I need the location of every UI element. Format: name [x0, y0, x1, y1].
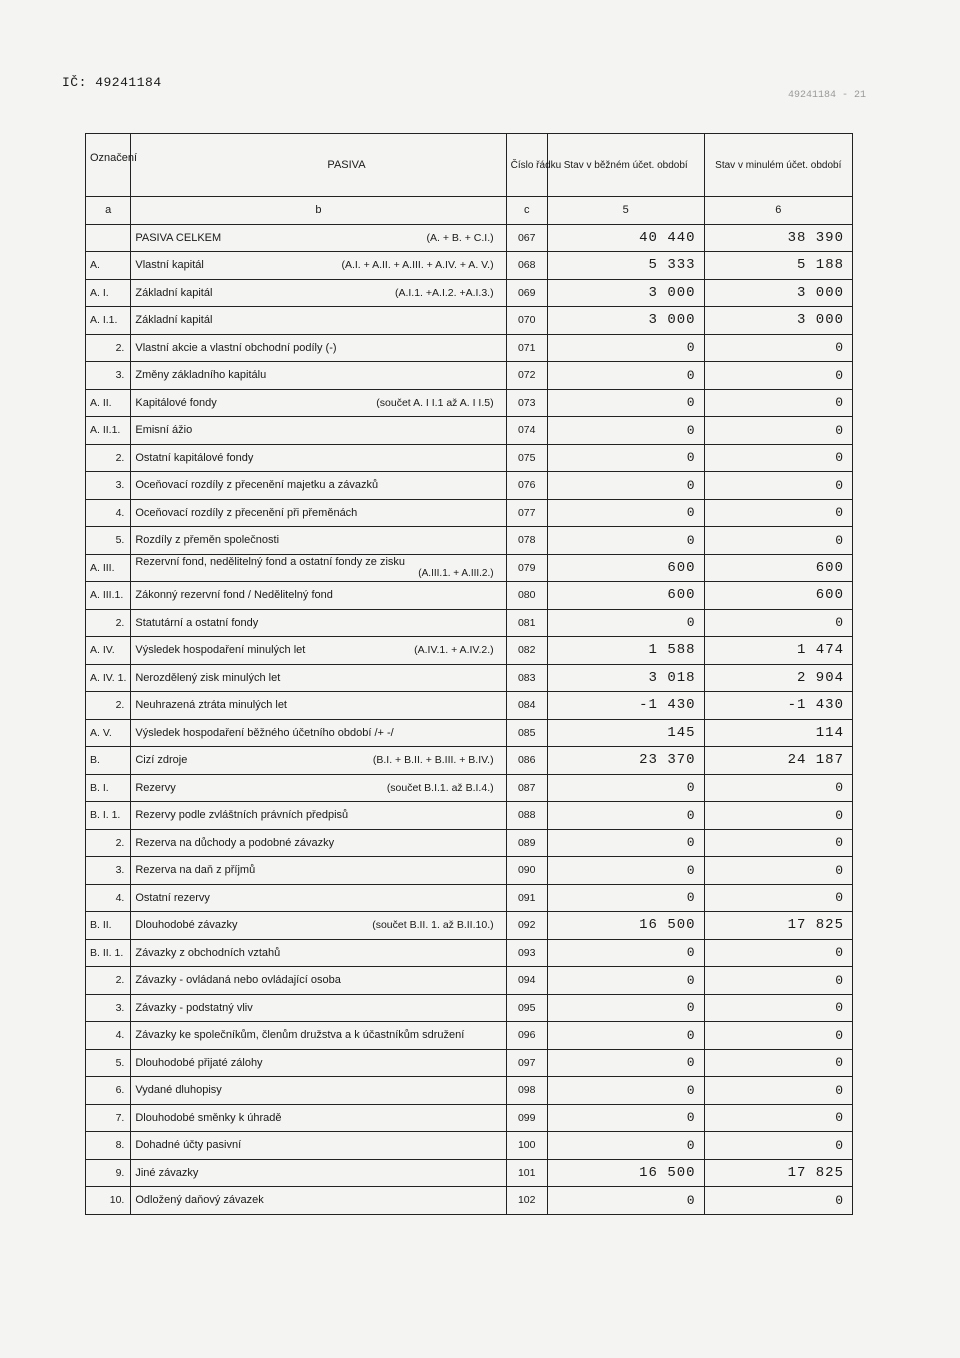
row-code: 6.	[86, 1077, 131, 1105]
row-code: A. I.	[86, 279, 131, 307]
row-code: 8.	[86, 1132, 131, 1160]
current-period-value: 16 500	[547, 912, 704, 940]
row-name: Rezervy	[135, 781, 176, 794]
row-number: 094	[506, 967, 547, 995]
row-code: 7.	[86, 1104, 131, 1132]
previous-period-value: 0	[704, 499, 852, 527]
row-code: 4.	[86, 499, 131, 527]
row-formula: (B.I. + B.II. + B.III. + B.IV.)	[372, 754, 494, 767]
previous-period-value: 0	[704, 417, 852, 445]
row-name-cell	[131, 884, 506, 912]
row-number: 096	[506, 1022, 547, 1050]
row-number: 083	[506, 664, 547, 692]
current-period-value: 0	[547, 334, 704, 362]
current-period-value: 0	[547, 857, 704, 885]
row-code: A. III.1.	[86, 582, 131, 610]
table-row	[86, 417, 853, 445]
row-number: 071	[506, 334, 547, 362]
row-name-cell	[131, 554, 506, 582]
row-code: A. IV.	[86, 637, 131, 665]
row-name: Emisní ážio	[135, 424, 193, 437]
row-code: B.	[86, 747, 131, 775]
row-number: 067	[506, 224, 547, 252]
row-name-cell	[131, 939, 506, 967]
row-name: Výsledek hospodaření minulých let	[135, 644, 306, 657]
current-period-value: 3 000	[547, 307, 704, 335]
row-number: 076	[506, 472, 547, 500]
row-name: Závazky ke společníkům, členům družstva a k účastníkům sdružení	[135, 1029, 465, 1042]
table-row	[86, 472, 853, 500]
row-number: 072	[506, 362, 547, 390]
row-number: 099	[506, 1104, 547, 1132]
row-code: 4.	[86, 884, 131, 912]
row-name: Zákonný rezervní fond / Nedělitelný fond	[135, 589, 333, 602]
row-name: Dlouhodobé přijaté zálohy	[135, 1056, 263, 1069]
row-name-cell	[131, 252, 506, 280]
previous-period-value: 0	[704, 967, 852, 995]
previous-period-value: 0	[704, 1132, 852, 1160]
current-period-value: 23 370	[547, 747, 704, 775]
current-period-value: 0	[547, 829, 704, 857]
row-code: 2.	[86, 692, 131, 720]
header-liabilities: PASIVA	[131, 134, 506, 197]
row-name: Oceňovací rozdíly z přecenění při přeměnách	[135, 506, 358, 519]
row-number: 093	[506, 939, 547, 967]
row-name: Závazky z obchodních vztahů	[135, 946, 281, 959]
row-name: Vydané dluhopisy	[135, 1084, 222, 1097]
current-period-value: 3 018	[547, 664, 704, 692]
current-period-value: 0	[547, 472, 704, 500]
row-name-cell	[131, 389, 506, 417]
previous-period-value: 0	[704, 1022, 852, 1050]
table-row	[86, 609, 853, 637]
row-name-cell	[131, 609, 506, 637]
previous-period-value: 0	[704, 884, 852, 912]
table-row	[86, 1159, 853, 1187]
row-formula: (součet B.II. 1. až B.II.10.)	[372, 919, 494, 932]
table-header-row	[86, 134, 853, 197]
current-period-value: 1 588	[547, 637, 704, 665]
previous-period-value: 0	[704, 1187, 852, 1215]
row-name: Základní kapitál	[135, 286, 213, 299]
row-number: 079	[506, 554, 547, 582]
table-row	[86, 582, 853, 610]
previous-period-value: 5 188	[704, 252, 852, 280]
row-code: 5.	[86, 1049, 131, 1077]
current-period-value: 0	[547, 1104, 704, 1132]
row-number: 074	[506, 417, 547, 445]
row-code: B. I. 1.	[86, 802, 131, 830]
current-period-value: -1 430	[547, 692, 704, 720]
row-name: Oceňovací rozdíly z přecenění majetku a závazků	[135, 479, 379, 492]
subheader-6: 6	[704, 197, 852, 225]
row-name: Dlouhodobé závazky	[135, 919, 238, 932]
previous-period-value: 2 904	[704, 664, 852, 692]
table-row	[86, 1132, 853, 1160]
previous-period-value: 1 474	[704, 637, 852, 665]
row-number: 077	[506, 499, 547, 527]
row-number: 085	[506, 719, 547, 747]
previous-period-value: 0	[704, 857, 852, 885]
row-formula: (součet B.I.1. až B.I.4.)	[386, 781, 494, 794]
row-number: 092	[506, 912, 547, 940]
row-name: Odložený daňový závazek	[135, 1194, 264, 1207]
row-code: A. V.	[86, 719, 131, 747]
table-row	[86, 499, 853, 527]
row-name: Ostatní rezervy	[135, 891, 210, 904]
current-period-value: 0	[547, 417, 704, 445]
row-number: 088	[506, 802, 547, 830]
previous-period-value: 0	[704, 1104, 852, 1132]
previous-period-value: 17 825	[704, 1159, 852, 1187]
row-code: 2.	[86, 609, 131, 637]
current-period-value: 0	[547, 527, 704, 555]
row-name-cell	[131, 582, 506, 610]
row-code: B. II. 1.	[86, 939, 131, 967]
row-number: 073	[506, 389, 547, 417]
row-name: PASIVA CELKEM	[135, 231, 222, 244]
row-code: 2.	[86, 967, 131, 995]
row-name-cell	[131, 637, 506, 665]
previous-period-value: 0	[704, 444, 852, 472]
row-code: 9.	[86, 1159, 131, 1187]
row-number: 084	[506, 692, 547, 720]
row-name-cell	[131, 1022, 506, 1050]
page-corner-id: 49241184 - 21	[788, 90, 867, 101]
row-formula: (A. + B. + C.I.)	[426, 231, 494, 244]
row-number: 101	[506, 1159, 547, 1187]
row-name: Dlouhodobé směnky k úhradě	[135, 1111, 282, 1124]
row-name: Rozdíly z přeměn společnosti	[135, 534, 280, 547]
current-period-value: 0	[547, 389, 704, 417]
row-name-cell	[131, 774, 506, 802]
row-code: 4.	[86, 1022, 131, 1050]
row-code	[86, 224, 131, 252]
row-number: 095	[506, 994, 547, 1022]
table-row	[86, 939, 853, 967]
previous-period-value: 600	[704, 554, 852, 582]
table-row	[86, 1049, 853, 1077]
table-row	[86, 692, 853, 720]
table-row	[86, 829, 853, 857]
table-row	[86, 802, 853, 830]
previous-period-value: -1 430	[704, 692, 852, 720]
row-code: 5.	[86, 527, 131, 555]
previous-period-value: 17 825	[704, 912, 852, 940]
current-period-value: 0	[547, 1187, 704, 1215]
table-row	[86, 1104, 853, 1132]
previous-period-value: 114	[704, 719, 852, 747]
header-current-period: Stav v běžném účet. období	[547, 134, 704, 197]
row-name-cell	[131, 1104, 506, 1132]
previous-period-value: 0	[704, 1077, 852, 1105]
row-name-cell	[131, 857, 506, 885]
row-number: 070	[506, 307, 547, 335]
table-row	[86, 389, 853, 417]
current-period-value: 0	[547, 499, 704, 527]
current-period-value: 0	[547, 1077, 704, 1105]
previous-period-value: 3 000	[704, 307, 852, 335]
subheader-c: c	[506, 197, 547, 225]
row-name-cell	[131, 499, 506, 527]
current-period-value: 0	[547, 444, 704, 472]
table-row	[86, 554, 853, 582]
row-name-cell	[131, 829, 506, 857]
row-name: Rezerva na důchody a podobné závazky	[135, 836, 335, 849]
current-period-value: 145	[547, 719, 704, 747]
row-name-cell	[131, 967, 506, 995]
previous-period-value: 38 390	[704, 224, 852, 252]
row-name-cell	[131, 1049, 506, 1077]
row-name-cell	[131, 307, 506, 335]
current-period-value: 3 000	[547, 279, 704, 307]
row-name-cell	[131, 994, 506, 1022]
row-name-cell	[131, 444, 506, 472]
previous-period-value: 0	[704, 829, 852, 857]
row-formula: (A.I. + A.II. + A.III. + A.IV. + A. V.)	[341, 259, 494, 272]
previous-period-value: 0	[704, 389, 852, 417]
row-code: A.	[86, 252, 131, 280]
row-number: 080	[506, 582, 547, 610]
row-code: 3.	[86, 857, 131, 885]
row-number: 100	[506, 1132, 547, 1160]
table-row	[86, 967, 853, 995]
row-number: 069	[506, 279, 547, 307]
previous-period-value: 0	[704, 802, 852, 830]
current-period-value: 0	[547, 774, 704, 802]
row-formula: (A.I.1. +A.I.2. +A.I.3.)	[394, 286, 494, 299]
table-row	[86, 224, 853, 252]
table-row	[86, 1022, 853, 1050]
row-name-cell	[131, 334, 506, 362]
table-row	[86, 747, 853, 775]
row-code: A. III.	[86, 554, 131, 582]
current-period-value: 40 440	[547, 224, 704, 252]
table-row	[86, 637, 853, 665]
row-name-cell	[131, 1077, 506, 1105]
table-subheader-row	[86, 197, 853, 225]
table-row	[86, 334, 853, 362]
row-name-cell	[131, 912, 506, 940]
row-code: B. II.	[86, 912, 131, 940]
row-name-cell	[131, 472, 506, 500]
current-period-value: 0	[547, 362, 704, 390]
table-row	[86, 1187, 853, 1215]
row-name: Kapitálové fondy	[135, 396, 217, 409]
row-number: 078	[506, 527, 547, 555]
current-period-value: 600	[547, 554, 704, 582]
subheader-a: a	[86, 197, 131, 225]
table-row	[86, 664, 853, 692]
row-number: 075	[506, 444, 547, 472]
row-name-cell	[131, 1187, 506, 1215]
row-code: A. IV. 1.	[86, 664, 131, 692]
previous-period-value: 0	[704, 609, 852, 637]
row-name-cell	[131, 1159, 506, 1187]
row-name: Závazky - ovládaná nebo ovládající osoba	[135, 974, 341, 987]
row-code: 2.	[86, 829, 131, 857]
row-name-cell	[131, 1132, 506, 1160]
current-period-value: 0	[547, 609, 704, 637]
current-period-value: 16 500	[547, 1159, 704, 1187]
row-name: Výsledek hospodaření běžného účetního období /+ -/	[135, 726, 394, 739]
current-period-value: 0	[547, 1049, 704, 1077]
subheader-5: 5	[547, 197, 704, 225]
current-period-value: 0	[547, 967, 704, 995]
row-formula: (součet A. I I.1 až A. I I.5)	[376, 396, 494, 409]
table-row	[86, 912, 853, 940]
row-number: 090	[506, 857, 547, 885]
row-code: 3.	[86, 994, 131, 1022]
row-name-cell	[131, 664, 506, 692]
row-name-cell	[131, 417, 506, 445]
row-number: 087	[506, 774, 547, 802]
row-number: 089	[506, 829, 547, 857]
row-number: 086	[506, 747, 547, 775]
row-name-cell	[131, 279, 506, 307]
row-number: 091	[506, 884, 547, 912]
row-code: 2.	[86, 444, 131, 472]
row-name: Rezervní fond, nedělitelný fond a ostatní fondy ze zisku	[135, 555, 406, 568]
row-name: Vlastní kapitál	[135, 259, 204, 272]
row-name-cell	[131, 719, 506, 747]
current-period-value: 0	[547, 939, 704, 967]
row-name: Změny základního kapitálu	[135, 369, 267, 382]
row-name-cell	[131, 224, 506, 252]
row-name: Dohadné účty pasivní	[135, 1139, 242, 1152]
current-period-value: 0	[547, 1132, 704, 1160]
previous-period-value: 0	[704, 527, 852, 555]
table-row	[86, 1077, 853, 1105]
previous-period-value: 0	[704, 334, 852, 362]
table-row	[86, 994, 853, 1022]
previous-period-value: 3 000	[704, 279, 852, 307]
row-name: Základní kapitál	[135, 314, 213, 327]
row-name: Rezervy podle zvláštních právních předpisů	[135, 809, 349, 822]
table-row	[86, 527, 853, 555]
row-code: 2.	[86, 334, 131, 362]
header-previous-period: Stav v minulém účet. období	[704, 134, 852, 197]
row-name-cell	[131, 362, 506, 390]
row-formula: (A.IV.1. + A.IV.2.)	[414, 644, 494, 657]
table-row	[86, 252, 853, 280]
previous-period-value: 0	[704, 362, 852, 390]
row-name: Ostatní kapitálové fondy	[135, 451, 254, 464]
previous-period-value: 0	[704, 774, 852, 802]
current-period-value: 0	[547, 1022, 704, 1050]
row-code: 3.	[86, 472, 131, 500]
row-name: Neuhrazená ztráta minulých let	[135, 699, 287, 712]
current-period-value: 0	[547, 884, 704, 912]
previous-period-value: 0	[704, 994, 852, 1022]
row-code: 3.	[86, 362, 131, 390]
row-name-cell	[131, 802, 506, 830]
row-name-cell	[131, 747, 506, 775]
current-period-value: 0	[547, 802, 704, 830]
row-number: 098	[506, 1077, 547, 1105]
row-name: Jiné závazky	[135, 1166, 199, 1179]
row-code: A. II.	[86, 389, 131, 417]
table-row	[86, 719, 853, 747]
table-row	[86, 362, 853, 390]
table-row	[86, 279, 853, 307]
row-code: A. I.1.	[86, 307, 131, 335]
row-code: B. I.	[86, 774, 131, 802]
header-row-number: Číslo řádku	[506, 134, 547, 197]
row-name: Nerozdělený zisk minulých let	[135, 671, 281, 684]
balance-sheet-liabilities-table	[85, 133, 853, 1215]
row-name-cell	[131, 692, 506, 720]
row-name: Rezerva na daň z příjmů	[135, 864, 256, 877]
row-name: Statutární a ostatní fondy	[135, 616, 259, 629]
table-row	[86, 884, 853, 912]
row-number: 102	[506, 1187, 547, 1215]
previous-period-value: 24 187	[704, 747, 852, 775]
table-row	[86, 774, 853, 802]
row-number: 082	[506, 637, 547, 665]
row-code: 10.	[86, 1187, 131, 1215]
current-period-value: 600	[547, 582, 704, 610]
previous-period-value: 0	[704, 939, 852, 967]
row-code: A. II.1.	[86, 417, 131, 445]
row-formula: (A.III.1. + A.III.2.)	[418, 567, 494, 579]
company-id: IČ: 49241184	[62, 75, 162, 90]
current-period-value: 5 333	[547, 252, 704, 280]
row-number: 097	[506, 1049, 547, 1077]
current-period-value: 0	[547, 994, 704, 1022]
row-number: 068	[506, 252, 547, 280]
table-row	[86, 857, 853, 885]
row-name-cell	[131, 527, 506, 555]
previous-period-value: 0	[704, 1049, 852, 1077]
previous-period-value: 0	[704, 472, 852, 500]
header-designation: Označení	[86, 134, 131, 197]
previous-period-value: 600	[704, 582, 852, 610]
table-row	[86, 444, 853, 472]
row-name: Cizí zdroje	[135, 754, 188, 767]
row-name: Závazky - podstatný vliv	[135, 1001, 253, 1014]
row-number: 081	[506, 609, 547, 637]
subheader-b: b	[131, 197, 506, 225]
table-row	[86, 307, 853, 335]
row-name: Vlastní akcie a vlastní obchodní podíly (-)	[135, 341, 337, 354]
